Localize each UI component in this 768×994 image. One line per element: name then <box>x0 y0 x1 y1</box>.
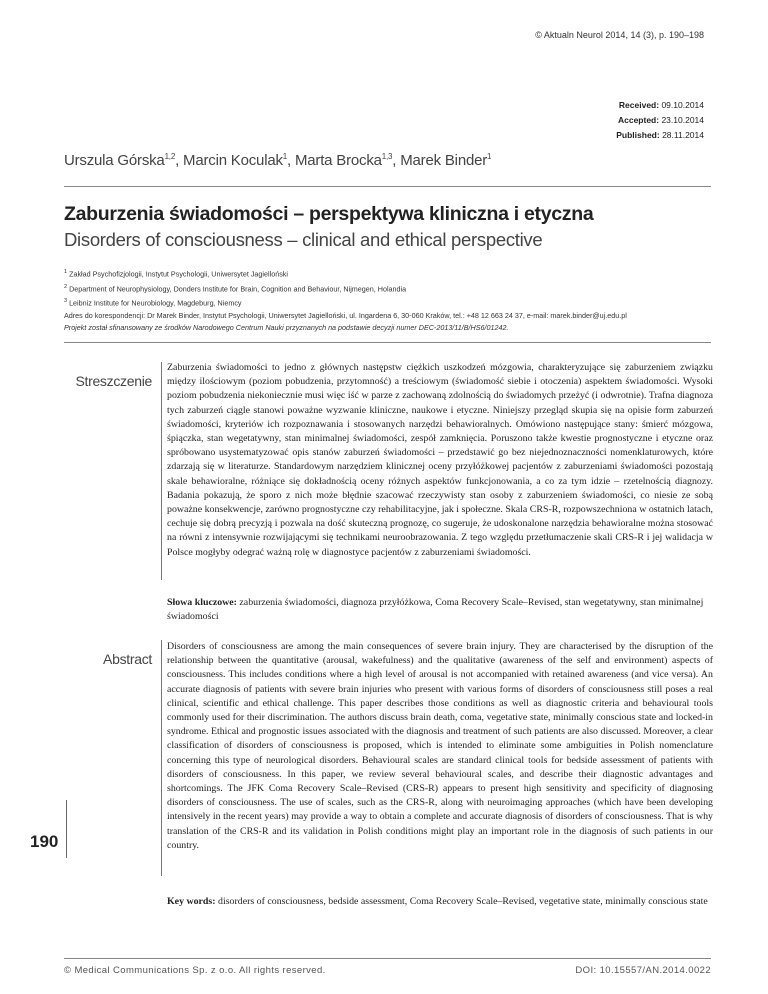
affiliation: $^2$ Department of Neurophysiology, Donders Institute for Brain, Cognition and Behaviour, Nijmegen, Holandia <box>64 283 407 293</box>
streszczenie-heading: Streszczenie <box>75 373 152 389</box>
page-number: 190 <box>30 832 59 851</box>
author-list: Urszula Górska$^{1,2}$, Marcin Koculak$^1$, Marta Brocka$^{1,3}$, Marek Binder$^1$ <box>64 152 492 169</box>
affiliation: $^3$ Leibniz Institute for Neurobiology, Magdeburg, Niemcy <box>64 298 242 308</box>
journal-citation: © Aktualn Neurol 2014, 14 (3), p. 190–198 <box>535 30 704 40</box>
accepted-label: Accepted: <box>617 115 660 125</box>
published-label: Published: <box>616 130 660 140</box>
footer-divider <box>64 958 711 959</box>
author: Marek Binder$^1$ <box>400 152 492 169</box>
accepted-date: 23.10.2014 <box>661 115 704 125</box>
abstract-heading: Abstract <box>103 651 152 667</box>
footer-copyright: © Medical Communications Sp. z o.o. All rights reserved. <box>64 965 326 976</box>
received-label: Received: <box>618 100 660 110</box>
author: Urszula Górska$^{1,2}$ <box>64 152 176 169</box>
correspondence-address: Adres do korespondencji: Dr Marek Binder, Instytut Psychologii, Uniwersytet Jagielloński, ul. Ingardena 6, 30-060 Kraków, tel.: +48 12 663 24 37, e-mail: marek.binder@uj.edu.pl <box>64 310 627 320</box>
author: Marta Brocka$^{1,3}$ <box>294 152 393 169</box>
page-number-rule <box>66 800 67 858</box>
english-keywords <box>167 895 713 909</box>
published-date-line <box>616 128 704 143</box>
article-title-polish: Zaburzenia świadomości – perspektywa kliniczna i etyczna <box>64 203 594 225</box>
affiliation: $^1$ Zakład Psychofizjologii, Instytut Psychologii, Uniwersytet Jagielloński <box>64 269 288 279</box>
author: Marcin Koculak$^1$ <box>183 152 288 169</box>
keywords-text: disorders of consciousness, bedside assessment, Coma Recovery Scale–Revised, vegetative state, minimally conscious state <box>218 896 708 907</box>
article-title-english: Disorders of consciousness – clinical and ethical perspective <box>64 229 543 250</box>
streszczenie-text: Zaburzenia świadomości to jedno z głównych następstw ciężkich uszkodzeń mózgowia, charakteryzujące się zaburzeniem związku między ilościowym (poziom pobudzenia, przytomność) a treściowym (świadomość siebie i otoczenia) aspektem świadomości. Wysoki poziom pobudzenia niekoniecznie musi więc iść w parze z zachowaną zdolnością do świadomych przeżyć (i odwrotnie). Trafna diagnoza tych zaburzeń ciągle stanowi poważne wyzwanie kliniczne, naukowe i etyczne. Niniejszy przegląd skupia się na opisie form zaburzeń świadomości, kryteriów ich rozpoznawania i stosowanych narzędzi behawioralnych. Omówiono następujące stany: śmierć mózgowa, śpiączka, stan wegetatywny, stan minimalnej świadomości, zespół zamknięcia. Poruszono także kwestie prognostyczne i etyczne oraz spróbowano usystematyzować opis stanów zaburzeń świadomości – przedstawić go bez niejednoznaczności nomenklaturowych, które zdarzają się w literaturze. Standardowym narzędziem klinicznej oceny przyłóżkowej pacjentów z zaburzeniami świadomości pozostają skale behawioralne, różniące się dokładnością oceny różnych aspektów funkcjonowania, a co za tym idzie – rzetelnością diagnozy. Badania pokazują, że sporo z nich może błędnie szacować rzeczywisty stan osoby z zaburzeniem świadomości, co niesie ze sobą poważne konsekwencje, zarówno prognostyczne czy rehabilitacyjne, jak i społeczne. Skala CRS-R, rozpowszechniona w ostatnich latach, cechuje się dobrą precyzją i pozwala na dość skuteczną prognozę, co sugeruje, że udoskonalone narzędzia behawioralne można stosować na równi z intensywnie rozwijającymi się technikami neuroobrazowania. Z tego względu przetłumaczenie skali CRS-R i jej walidacja w Polsce mogłyby odegrać ważną rolę w diagnostyce pacjentów z zaburzeniami świadomości. <box>167 362 713 558</box>
section-divider-line <box>161 362 162 580</box>
section-divider-line <box>161 640 162 876</box>
keywords-text: zaburzenia świadomości, diagnoza przyłóżkowa, Coma Recovery Scale–Revised, stan wegetatywny, stan minimalnej świadomości <box>167 597 704 623</box>
footer-doi: DOI: 10.15557/AN.2014.0022 <box>575 965 711 976</box>
received-date-line <box>616 98 704 113</box>
keywords-label: Słowa kluczowe: <box>167 597 237 608</box>
abstract-text: Disorders of consciousness are among the main consequences of severe brain injury. They are characterised by the disruption of the relationship between the quantitative (arousal, wakefulness) and the qualitative (awareness of the self and environment) aspects of consciousness. This includes conditions where a high level of arousal is not accompanied with retained awareness (and vice versa). An accurate diagnosis of patients with severe brain injuries who present with various forms of disorders of consciousness still poses a real clinical, scientific and ethical challenge. This paper describes those conditions as well as diagnostic criteria and behavioural tools commonly used for their discrimination. The authors discuss brain death, coma, vegetative state, minimally conscious state and locked-in syndrome. Ethical and prognostic issues associated with the diagnosis and treatment of such patients are also discussed. Moreover, a clear classification of disorders of consciousness is proposed, which is intended to eliminate some ambiguities in Polish nomenclature concerning this type of neurological disorders. Behavioural scales are standard clinical tools for bedside assessment of patients with disorders of consciousness. In this paper, we review several behavioural scales, and describe their diagnostic advantages and shortcomings. The JFK Coma Recovery Scale–Revised (CRS-R) appears to present high sensitivity and specificity of diagnosing disorders of consciousness. The use of scales, such as the CRS-R, along with neuroimaging approaches (which have been developing intensively in the recent years) may provide a way to obtain a complete and accurate diagnosis of disorders of consciousness. That is why translation of the CRS-R and its validation in Polish conditions might play an important role in the diagnosis of such patients in our country. <box>167 641 713 851</box>
divider <box>64 186 711 187</box>
keywords-label: Key words: <box>167 896 216 907</box>
divider <box>64 342 711 343</box>
received-date: 09.10.2014 <box>661 100 704 110</box>
published-date: 28.11.2014 <box>662 130 704 140</box>
article-dates <box>616 98 704 143</box>
accepted-date-line <box>616 113 704 128</box>
affiliations <box>64 266 714 334</box>
polish-keywords <box>167 596 713 624</box>
funding-note: Projekt został sfinansowany ze środków Narodowego Centrum Nauki przyznanych na podstawie decyzji numer DEC-2013/11/B/HS6/01242. <box>64 322 509 332</box>
